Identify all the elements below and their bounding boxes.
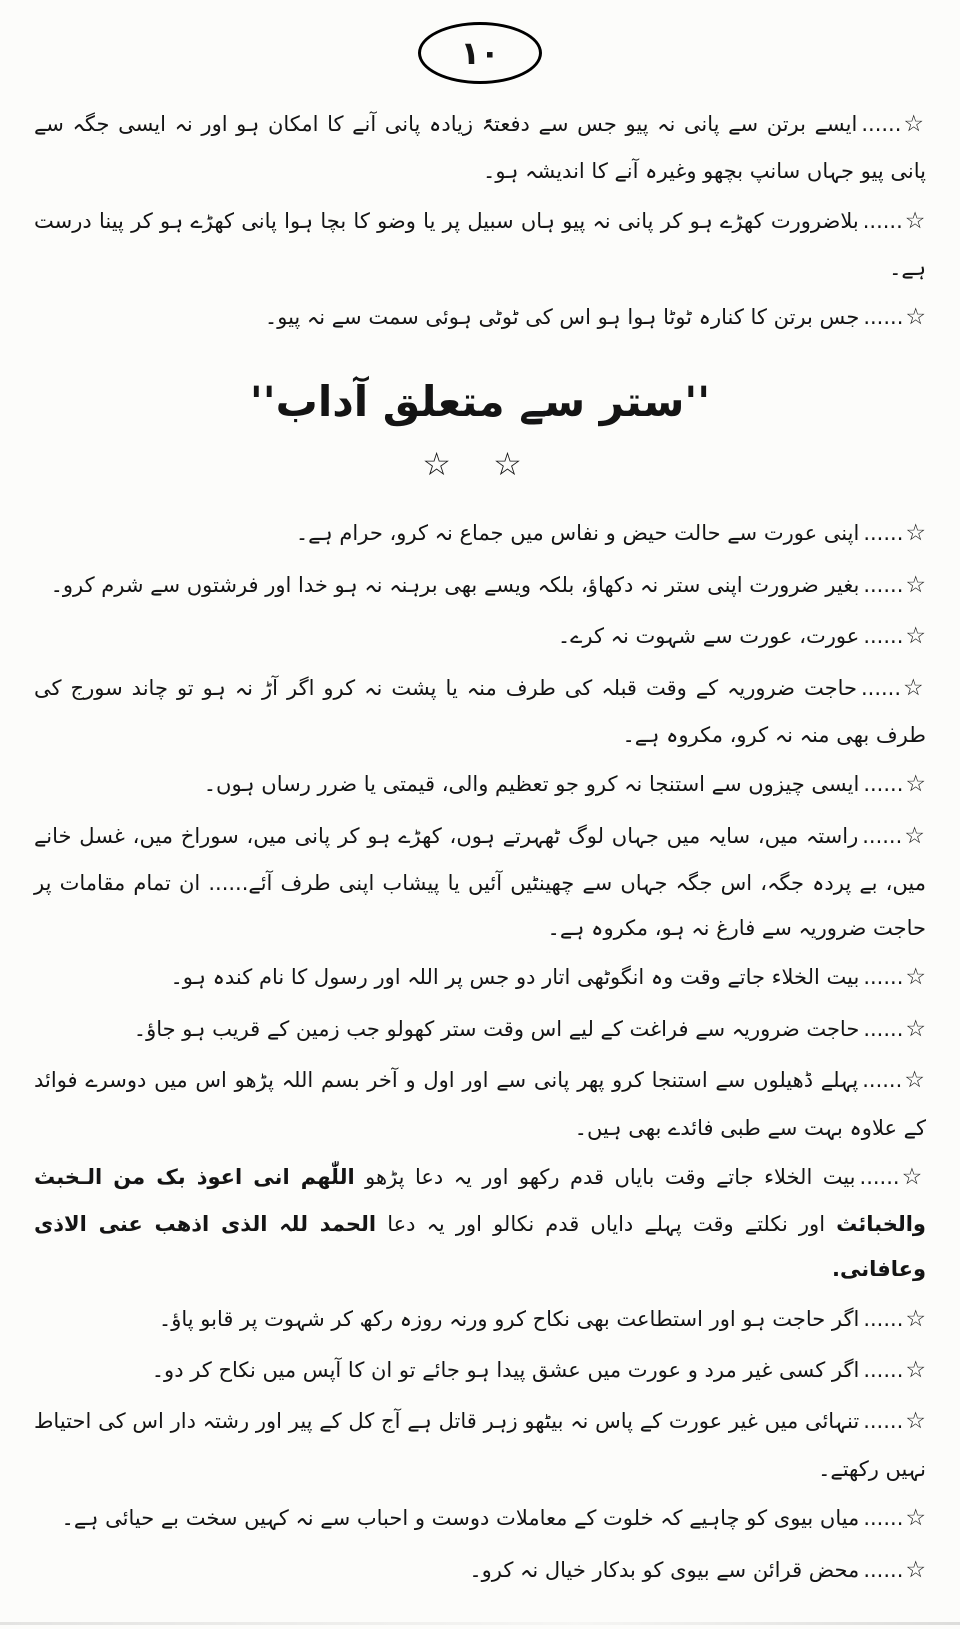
item-text-segment: بیت الخلاء جاتے وقت وہ انگوٹھی اتار دو جس پر اللہ اور رسول کا نام کندہ ہو۔ — [170, 965, 860, 990]
bullet-dots: ...... — [861, 112, 902, 136]
item-text-segment: اور نکلتے وقت پہلے دایاں قدم نکالو اور یہ دعا — [376, 1212, 837, 1237]
list-item — [34, 612, 926, 661]
star-bullet-icon: ☆ — [905, 964, 926, 991]
list-item — [34, 1056, 926, 1151]
bullet-dots: ...... — [862, 208, 903, 233]
item-text-segment: بیت الخلاء جاتے وقت بایاں قدم رکھو اور یہ دعا پڑھو — [354, 1164, 856, 1189]
bullet-dots: ...... — [863, 1557, 904, 1582]
item-text-segment: اگر حاجت ہو اور استطاعت بھی نکاح کرو ورنہ روزہ رکھ کر شہوت پر قابو پاؤ۔ — [158, 1306, 860, 1331]
item-text — [558, 624, 860, 648]
item-text — [34, 676, 926, 747]
arabic-dua-text: الحمد للہ الذی اذهب عنی الاذی وعافانی. — [34, 1212, 926, 1282]
bullet-dots: ...... — [862, 1068, 903, 1093]
item-text — [159, 1307, 859, 1331]
list-item — [34, 509, 926, 558]
star-bullet-icon: ☆ — [901, 1163, 926, 1190]
bullet-dots: ...... — [863, 305, 904, 330]
list-item — [34, 1295, 926, 1344]
bullet-dots: ...... — [860, 675, 902, 700]
star-bullet-icon: ☆ — [905, 771, 926, 798]
item-text-segment: بلاضرورت کھڑے ہو کر پانی نہ پیو ہاں سبیل پر یا وضو کا بچا ہوا پانی کھڑے ہو کر پینا درست ہے۔ — [34, 208, 926, 281]
bullet-dots: ...... — [863, 772, 904, 797]
bullet-dots: ...... — [863, 1016, 904, 1041]
list-item — [34, 664, 926, 759]
list-item — [34, 1005, 926, 1054]
star-bullet-icon: ☆ — [905, 571, 926, 598]
item-text-segment: تنہائی میں غیر عورت کے پاس نہ بیٹھو زہر قاتل ہے آج کل کے پیر اور رشتہ دار اس کی احتیاط نہیں رکھتے۔ — [34, 1409, 926, 1481]
item-text — [34, 1409, 926, 1480]
item-text-segment: حاجت ضروریہ کے وقت قبلہ کی طرف منہ یا پشت نہ کرو اگر آڑ نہ ہو تو چاند سورج کی طرف بھی منہ نہ کرو، مکروہ ہے۔ — [34, 675, 926, 748]
item-text — [134, 1017, 860, 1041]
item-text-segment: میاں بیوی کو چاہیے کہ خلوت کے معاملات دوست و احباب سے نہ کہیں سخت بے حیائی ہے۔ — [61, 1506, 860, 1531]
list-item — [34, 197, 926, 292]
bullet-dots: ...... — [862, 823, 903, 848]
list-item — [34, 293, 926, 342]
item-text-segment: راستہ میں، سایہ میں جہاں لوگ ٹھہرتے ہوں، کھڑے ہو کر پانی میں، سوراخ میں، غسل خانے میں، بے پردہ جگہ، اس جگہ جہاں سے چھینٹیں آئیں یا پیشاب اپنی طرف آئے...... ان تمام مقامات پر حاجت ضروریہ سے فارغ نہ ہو، مکروہ ہے۔ — [34, 823, 926, 941]
list-item — [34, 1494, 926, 1543]
item-text — [204, 772, 860, 796]
bullet-dots: ...... — [859, 1164, 900, 1189]
item-text — [296, 521, 860, 545]
star-bullet-icon: ☆ — [905, 1408, 926, 1435]
page-number-badge — [418, 22, 542, 84]
item-text — [170, 965, 859, 989]
item-text — [34, 112, 926, 183]
star-bullet-icon: ☆ — [905, 1505, 926, 1532]
star-bullet-icon: ☆ — [905, 1305, 926, 1332]
star-bullet-icon: ☆ — [905, 304, 926, 331]
list-item — [34, 812, 926, 952]
star-bullet-icon: ☆ — [903, 111, 926, 137]
item-text — [51, 573, 860, 597]
star-bullet-icon: ☆ — [904, 1067, 926, 1094]
list-item — [34, 1546, 926, 1595]
star-bullet-icon: ☆ — [905, 623, 926, 650]
item-text-segment: حاجت ضروریہ سے فراغت کے لیے اس وقت ستر کھولو جب زمین کے قریب ہو جاؤ۔ — [133, 1016, 860, 1041]
list-item — [34, 953, 926, 1002]
section-heading: ''ستر سے متعلق آداب'' — [249, 376, 711, 426]
item-text — [34, 1068, 926, 1139]
item-text-segment: بغیر ضرورت اپنی ستر نہ دکھاؤ، بلکہ ویسے بھی برہنہ نہ ہو خدا اور فرشتوں سے شرم کرو۔ — [50, 572, 860, 597]
star-bullet-icon: ☆ — [905, 1015, 926, 1042]
list-item — [34, 1153, 926, 1293]
bullet-dots: ...... — [863, 521, 904, 546]
list-item — [34, 1397, 926, 1492]
bullet-dots: ...... — [863, 1306, 904, 1331]
scan-edge-artifact — [0, 1622, 960, 1625]
star-bullet-icon: ☆ — [904, 207, 926, 234]
item-text-segment: جس برتن کا کنارہ ٹوٹا ہوا ہو اس کی ٹوٹی ہوئی سمت سے نہ پیو۔ — [264, 305, 860, 330]
star-bullet-icon: ☆ — [905, 1357, 926, 1384]
section-stars-icon: ☆ ☆ — [422, 445, 538, 484]
bullet-dots: ...... — [863, 965, 904, 990]
star-bullet-icon: ☆ — [904, 822, 927, 849]
page-number: ۱۰ — [460, 34, 500, 72]
item-text — [34, 209, 926, 280]
list-item — [34, 1346, 926, 1395]
item-text-segment: اگر کسی غیر مرد و عورت میں عشق پیدا ہو جائے تو ان کا آپس میں نکاح کر دو۔ — [151, 1358, 860, 1383]
star-bullet-icon: ☆ — [905, 520, 926, 547]
list-item — [34, 760, 926, 809]
item-text — [34, 824, 926, 941]
item-text — [265, 305, 859, 329]
items-before-heading — [34, 100, 926, 343]
item-text — [34, 1165, 926, 1282]
bullet-dots: ...... — [863, 1506, 904, 1531]
item-text-segment: ایسے برتن سے پانی نہ پیو جس سے دفعتۃً زیادہ پانی آنے کا امکان ہو اور نہ ایسی جگہ سے پانی پیو جہاں سانپ بچھو وغیرہ آنے کا اندیشہ ہو۔ — [34, 112, 926, 184]
item-text-segment: اپنی عورت سے حالت حیض و نفاس میں جماع نہ کرو، حرام ہے۔ — [295, 521, 860, 546]
items-after-heading — [34, 509, 926, 1595]
star-bullet-icon: ☆ — [903, 674, 926, 701]
item-text-segment: عورت، عورت سے شہوت نہ کرے۔ — [557, 624, 860, 649]
item-text — [469, 1558, 859, 1582]
arabic-dua-text: اللّٰهم انی اعوذ بک من الـخبث والخبائث — [34, 1164, 926, 1237]
item-text — [152, 1358, 860, 1382]
list-item — [34, 100, 926, 195]
item-text — [62, 1506, 860, 1530]
bullet-dots: ...... — [863, 624, 904, 649]
item-text-segment: ایسی چیزوں سے استنجا نہ کرو جو تعظیم والی، قیمتی یا ضرر رساں ہوں۔ — [203, 772, 860, 797]
item-text-segment: محض قرائن سے بیوی کو بدکار خیال نہ کرو۔ — [469, 1557, 860, 1582]
item-text-segment: پہلے ڈھیلوں سے استنجا کرو پھر پانی سے اور اول و آخر بسم اللہ پڑھو اس میں دوسرے فوائد کے علاوہ بہت سے طبی فائدے بھی ہیں۔ — [34, 1068, 926, 1140]
bullet-dots: ...... — [863, 572, 904, 597]
bullet-dots: ...... — [863, 1358, 904, 1383]
bullet-dots: ...... — [863, 1409, 904, 1434]
star-bullet-icon: ☆ — [905, 1556, 926, 1583]
list-item — [34, 561, 926, 610]
